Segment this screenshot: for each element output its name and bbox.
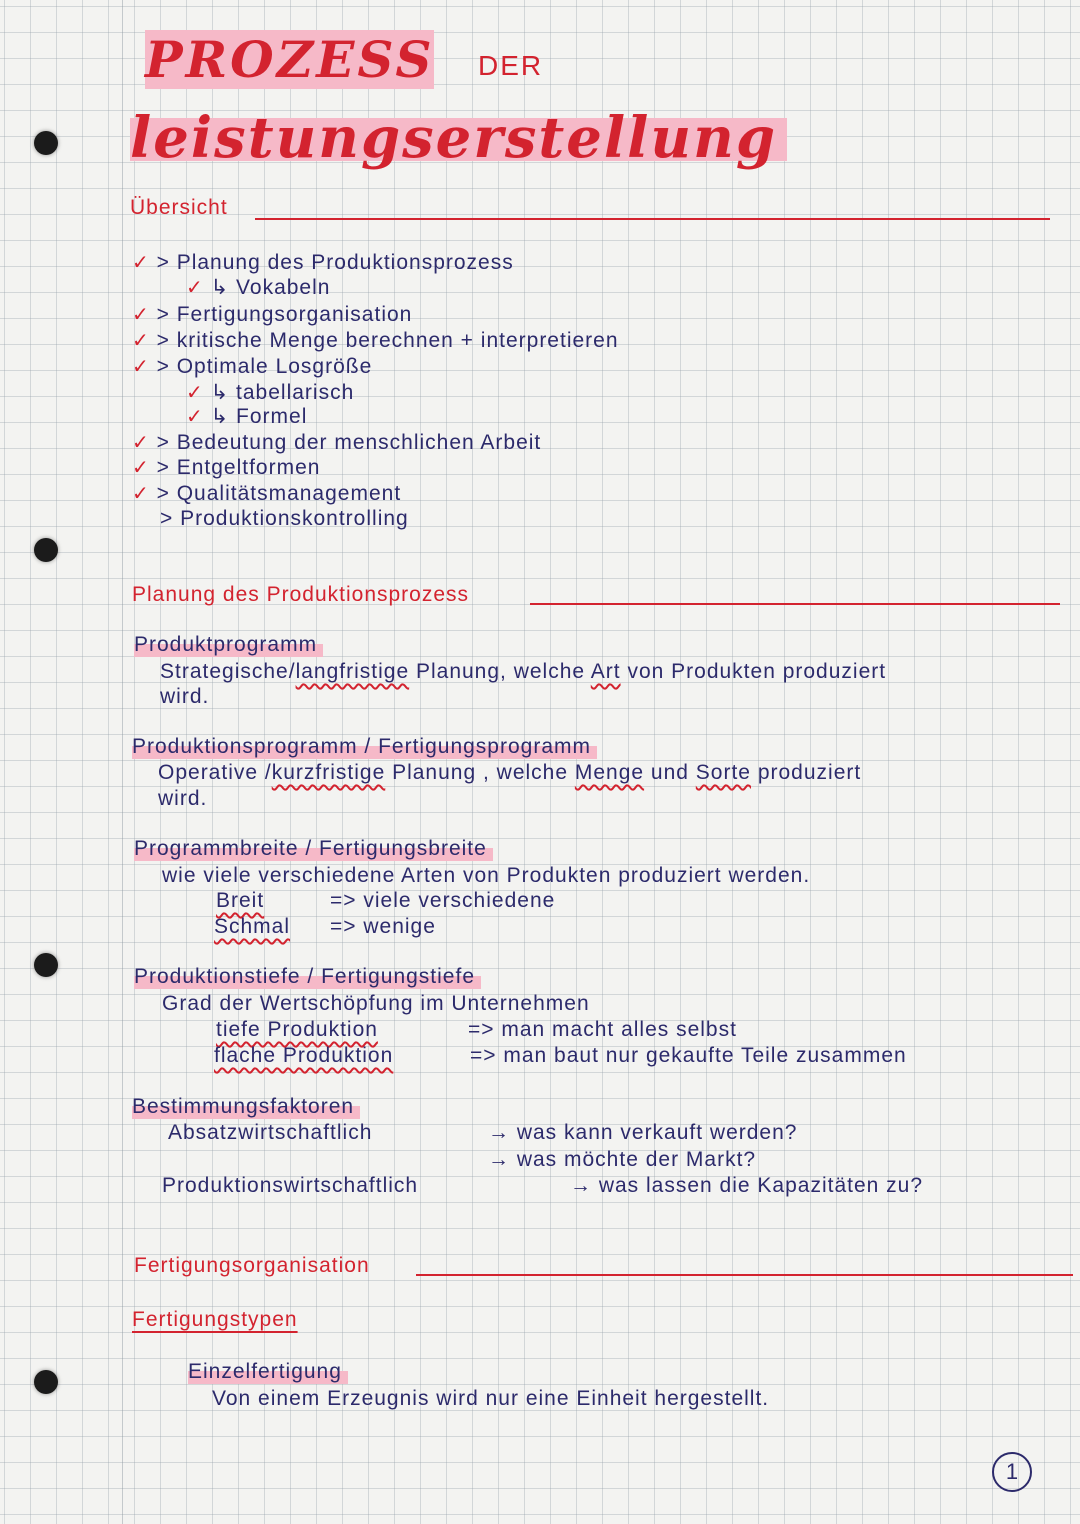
section-heading-planung: Planung des Produktionsprozess	[132, 583, 470, 606]
list-item	[132, 302, 412, 327]
punch-hole	[34, 1370, 58, 1394]
check-icon: ✓	[132, 483, 150, 505]
text: Planung , welche	[385, 761, 575, 784]
text: produziert	[751, 761, 862, 784]
text-line: → was lassen die Kapazitäten zu?	[570, 1174, 924, 1197]
list-item-text: ↳ Vokabeln	[210, 276, 331, 299]
list-item	[186, 275, 330, 300]
text-line: wird.	[158, 787, 208, 810]
punch-hole	[34, 131, 58, 155]
emphasis: langfristige	[295, 660, 410, 683]
list-item	[186, 380, 354, 405]
list-item	[132, 328, 619, 353]
text: von Produkten produziert	[620, 660, 887, 683]
list-item-text: > Produktionskontrolling	[160, 507, 409, 530]
text-line: Absatzwirtschaftlich	[168, 1121, 373, 1144]
title-prozess: PROZESS	[145, 30, 435, 89]
subheading-bestimmungsfaktoren: Bestimmungsfaktoren	[132, 1095, 360, 1119]
text-line: wie viele verschiedene Arten von Produkten produziert werden.	[162, 864, 811, 887]
title-leistungserstellung: leistungserstellung	[130, 105, 787, 171]
text-line: wird.	[160, 685, 210, 708]
subheading-fertigungstypen: Fertigungstypen	[132, 1308, 298, 1331]
text-line: => man baut nur gekaufte Teile zusammen	[470, 1044, 907, 1067]
text-line: => viele verschiedene	[330, 889, 556, 912]
subheading-einzelfertigung: Einzelfertigung	[188, 1360, 348, 1384]
subheading-produktionstiefe: Produktionstiefe / Fertigungstiefe	[134, 965, 481, 989]
check-icon: ✓	[132, 457, 150, 479]
text-line	[160, 660, 886, 684]
text: Planung, welche	[409, 660, 591, 683]
title-der: DER	[478, 50, 544, 81]
list-item-text: > Qualitätsmanagement	[156, 482, 402, 505]
list-item-text: > Planung des Produktionsprozess	[156, 251, 514, 274]
list-item	[132, 430, 541, 455]
list-item	[186, 404, 307, 429]
punch-hole	[34, 953, 58, 977]
check-icon: ✓	[132, 356, 150, 378]
text-line: → was kann verkauft werden?	[488, 1121, 798, 1144]
heading-rule	[530, 603, 1060, 605]
emphasis: Sorte	[695, 761, 751, 784]
text: Strategische/	[160, 660, 296, 683]
list-item-text: > Fertigungsorganisation	[156, 303, 413, 326]
subheading-programmbreite: Programmbreite / Fertigungsbreite	[134, 837, 493, 861]
term-schmal: Schmal	[214, 915, 291, 938]
check-icon: ✓	[186, 406, 204, 428]
text: und	[644, 761, 696, 784]
list-item	[132, 250, 514, 275]
text-line: Produktionswirtschaftlich	[162, 1174, 419, 1197]
list-item	[132, 481, 401, 506]
page-number: 1	[992, 1452, 1032, 1492]
subheading-produktionsprogramm: Produktionsprogramm / Fertigungsprogramm	[132, 735, 597, 759]
list-item-text: ↳ Formel	[210, 405, 308, 428]
check-icon: ✓	[186, 277, 204, 299]
emphasis: Art	[590, 660, 621, 683]
text: Operative /	[158, 761, 272, 784]
list-item	[132, 455, 320, 480]
check-icon: ✓	[132, 304, 150, 326]
section-heading-fertigungsorganisation: Fertigungsorganisation	[134, 1254, 370, 1277]
list-item-text: > Bedeutung der menschlichen Arbeit	[156, 431, 542, 454]
text-line: => wenige	[330, 915, 436, 938]
list-item	[160, 507, 409, 531]
check-icon: ✓	[132, 432, 150, 454]
list-item-text: ↳ tabellarisch	[210, 381, 355, 404]
emphasis: kurzfristige	[271, 761, 386, 784]
list-item-text: > Optimale Losgröße	[156, 355, 373, 378]
text-line	[158, 761, 861, 785]
emphasis: Menge	[574, 761, 645, 784]
text-line: Grad der Wertschöpfung im Unternehmen	[162, 992, 590, 1015]
term-flache: flache Produktion	[214, 1044, 394, 1067]
list-item-text: > Entgeltformen	[156, 456, 321, 479]
punch-hole	[34, 538, 58, 562]
text-line: => man macht alles selbst	[468, 1018, 737, 1041]
heading-rule	[416, 1274, 1073, 1276]
term-breit: Breit	[216, 889, 265, 912]
check-icon: ✓	[132, 252, 150, 274]
check-icon: ✓	[132, 330, 150, 352]
list-item-text: > kritische Menge berechnen + interpretieren	[156, 329, 619, 352]
margin-line	[122, 0, 123, 1524]
text-line: → was möchte der Markt?	[488, 1148, 757, 1171]
subheading-produktprogramm: Produktprogramm	[134, 633, 323, 657]
heading-rule	[255, 218, 1050, 220]
text-line: Von einem Erzeugnis wird nur eine Einheit hergestellt.	[212, 1387, 770, 1410]
overview-heading: Übersicht	[130, 196, 228, 219]
term-tiefe: tiefe Produktion	[216, 1018, 378, 1041]
list-item	[132, 354, 372, 379]
check-icon: ✓	[186, 382, 204, 404]
